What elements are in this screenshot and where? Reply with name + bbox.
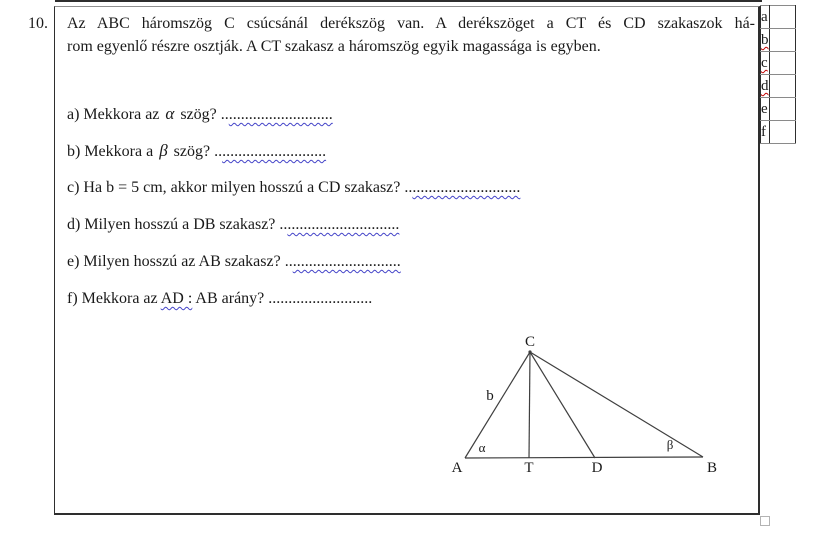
answer-blank[interactable]: .. — [220, 106, 229, 123]
triangle-lines — [440, 330, 730, 480]
answer-blank-squiggle[interactable]: .......................... — [228, 106, 333, 123]
question-a-text: a) Mekkora az — [67, 106, 164, 123]
beta-symbol: β — [159, 141, 168, 160]
alpha-symbol: α — [165, 104, 175, 123]
grading-score-cell[interactable] — [769, 52, 795, 75]
question-d-text: d) Milyen hosszú a DB szakasz? — [67, 216, 280, 233]
question-f-text2: AB arány? — [192, 290, 269, 307]
grading-table — [760, 5, 796, 144]
answer-blank[interactable]: .. — [284, 253, 293, 270]
side-label-b: b — [486, 388, 494, 404]
grading-score-cell[interactable] — [769, 121, 795, 144]
grading-letter: d — [761, 78, 769, 94]
vertex-label-b: B — [706, 460, 717, 476]
question-d — [67, 215, 399, 235]
apex-point — [528, 350, 531, 353]
answer-blank-squiggle[interactable]: ........................... — [292, 253, 401, 270]
answer-blank[interactable]: .. — [404, 179, 413, 196]
row-divider-top — [55, 0, 762, 2]
grading-letter: f — [761, 124, 766, 140]
grading-row — [761, 29, 796, 52]
angle-label-beta: β — [666, 437, 674, 452]
answer-blank[interactable]: .......................... — [268, 290, 373, 307]
question-e — [67, 252, 401, 272]
grading-score-cell[interactable] — [769, 75, 795, 98]
foot-label-t: T — [524, 460, 534, 476]
grading-row — [761, 52, 796, 75]
grading-row — [761, 6, 796, 29]
question-c-text: c) Ha b = 5 cm, akkor milyen hosszú a CD szakasz? — [67, 179, 405, 196]
grading-letter: c — [761, 55, 768, 71]
grading-score-cell[interactable] — [769, 98, 795, 121]
problem-line-2: rom egyenlő részre osztják. A CT szakasz a háromszög egyik magassága is egyben. — [67, 38, 601, 55]
question-f — [67, 289, 372, 309]
answer-blank-squiggle[interactable]: ........................... — [412, 179, 521, 196]
table-resize-handle[interactable] — [760, 516, 770, 526]
problem-line-1: Az ABC háromszög C csúcsánál derékszög van. A derékszöget a CT és CD szakaszok há- — [67, 15, 755, 32]
question-b-text: b) Mekkora a — [67, 143, 158, 160]
question-c — [67, 178, 520, 198]
answer-blank[interactable]: .. — [279, 216, 288, 233]
grading-letter: a — [761, 9, 768, 25]
grading-row — [761, 75, 796, 98]
grading-row — [761, 121, 796, 144]
point-label-d: D — [591, 460, 603, 476]
question-a-text2: szög? — [176, 106, 221, 123]
question-a — [67, 104, 333, 125]
answer-blank[interactable]: .. — [214, 143, 223, 160]
grading-letter: b — [761, 32, 769, 48]
question-b-text2: szög? — [169, 143, 215, 160]
grading-score-cell[interactable] — [769, 6, 795, 29]
question-b — [67, 141, 326, 162]
vertex-label-c: C — [524, 334, 535, 350]
answer-blank-squiggle[interactable]: ............................ — [287, 216, 400, 233]
grammar-flagged-text: AD : — [160, 290, 193, 307]
question-e-text: e) Milyen hosszú az AB szakasz? — [67, 253, 285, 270]
question-number: 10. — [28, 15, 48, 32]
problem-statement — [67, 12, 755, 58]
grading-score-cell[interactable] — [769, 29, 795, 52]
vertex-label-a: A — [451, 460, 463, 476]
grading-letter: e — [761, 101, 768, 117]
triangle-figure — [440, 330, 730, 480]
answer-blank-squiggle[interactable]: .......................... — [222, 143, 327, 160]
grading-row — [761, 98, 796, 121]
angle-label-alpha: α — [478, 440, 486, 455]
question-f-text: f) Mekkora az — [67, 290, 161, 307]
